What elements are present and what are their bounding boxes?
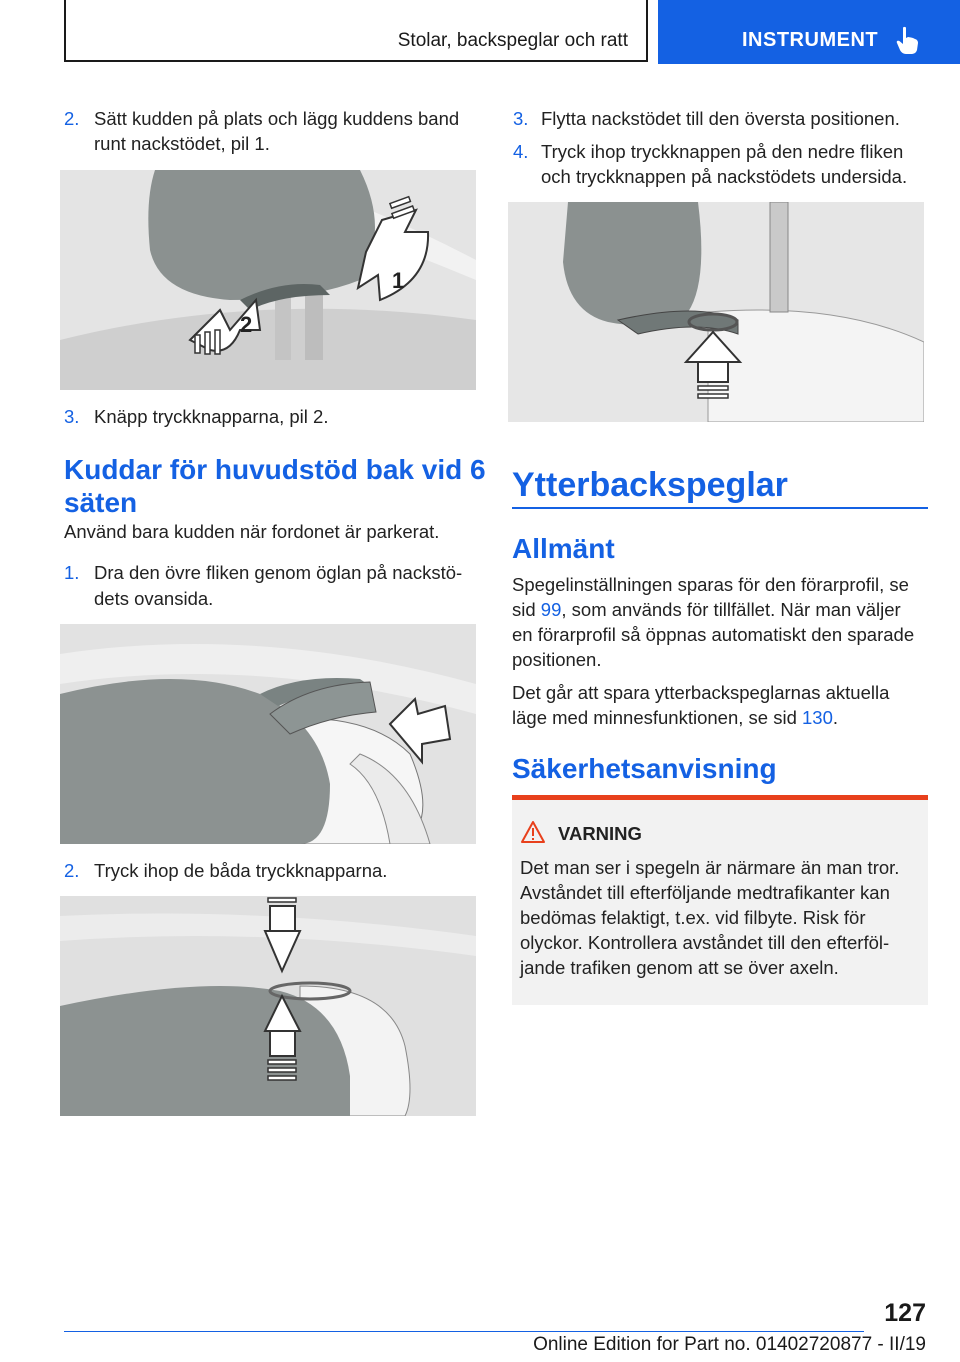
page-number: 127 [884, 1299, 926, 1327]
intro-text: Använd bara kudden när fordonet är parkerat. [64, 521, 440, 542]
text-fragment: . [832, 707, 839, 728]
title-rule [512, 507, 928, 509]
step-number: 3. [513, 108, 529, 129]
step-number: 2. [64, 860, 80, 881]
paragraph-line: positionen. [512, 649, 602, 670]
paragraph-line: Spegelinställningen sparas för den förarprofil, se [512, 574, 909, 595]
safety-heading: Säkerhetsanvisning [512, 753, 777, 784]
warning-line: jande trafiken genom att se över axeln. [520, 957, 839, 978]
illustration-press-buttons [60, 896, 476, 1116]
paragraph-line: Det går att spara ytterbackspeglarnas aktuella [512, 682, 890, 703]
svg-text:1: 1 [392, 268, 405, 293]
step-number: 3. [64, 406, 80, 427]
step-text: och tryckknappen på nackstödets undersida. [541, 166, 908, 187]
step-number: 2. [64, 108, 80, 129]
text-fragment: , som används för tillfället. När man väljer [561, 599, 901, 620]
step-number: 4. [513, 141, 529, 162]
footer-rule [64, 1331, 864, 1332]
section-heading: säten [64, 487, 138, 518]
illustration-cushion-strap [60, 170, 476, 390]
step-text: Tryck ihop de båda tryckknapparna. [94, 860, 388, 881]
step-text: Knäpp tryckknapparna, pil 2. [94, 406, 329, 427]
step-number: 1. [64, 562, 80, 583]
warning-triangle-icon [520, 820, 546, 844]
pointing-hand-icon [894, 26, 922, 56]
svg-text:2: 2 [240, 312, 253, 337]
paragraph-line [512, 597, 901, 622]
paragraph-line [512, 705, 838, 730]
illustration-top-tab [60, 624, 476, 844]
warning-line: Det man ser i spegeln är närmare än man tror. [520, 857, 900, 878]
step-text: Sätt kudden på plats och lägg kuddens band [94, 108, 460, 129]
footer-edition: Online Edition for Part no. 01402720877 - II/19 [533, 1334, 926, 1355]
warning-line: Avståndet till efterföljande medtrafikanter kan [520, 882, 890, 903]
step-text: Flytta nackstödet till den översta positionen. [541, 108, 900, 129]
page-link-130[interactable]: 130 [802, 707, 833, 728]
chapter-title: Stolar, backspeglar och ratt [397, 30, 628, 51]
subsection-heading: Allmänt [512, 533, 615, 564]
illustration-lower-tab [508, 202, 924, 422]
section-heading: Kuddar för huvudstöd bak vid 6 [64, 454, 486, 485]
warning-label: VARNING [558, 823, 642, 844]
section-title: INSTRUMENT [742, 29, 879, 51]
step-text: Tryck ihop tryckknappen på den nedre fliken [541, 141, 904, 162]
step-text: dets ovansida. [94, 588, 214, 609]
paragraph-line: en förarprofil så öppnas automatiskt den sparade [512, 624, 915, 645]
warning-line: bedömas felaktigt, t.ex. vid filbyte. Risk för [520, 907, 866, 928]
text-fragment: sid [512, 599, 541, 620]
text-fragment: läge med minnesfunktionen, se sid [512, 707, 803, 728]
page-title: Ytterbackspeglar [512, 466, 788, 504]
warning-line: olyckor. Kontrollera avståndet till den efterföl- [520, 932, 890, 953]
page-link-99[interactable]: 99 [540, 599, 562, 620]
step-text: Dra den övre fliken genom öglan på nackstö- [94, 562, 463, 583]
step-text: runt nackstödet, pil 1. [94, 133, 270, 154]
